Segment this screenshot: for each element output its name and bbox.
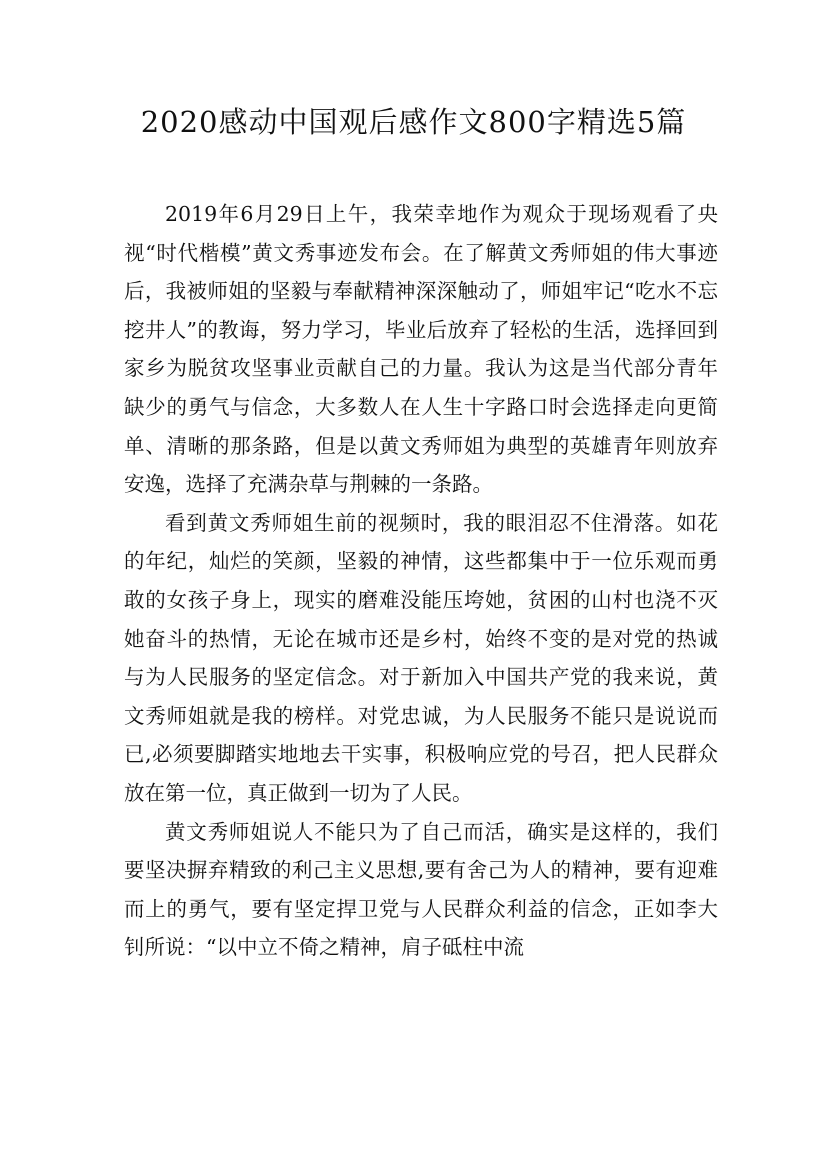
paragraph-1: 2019年6月29日上午，我荣幸地作为观众于现场观看了央视“时代楷模”黄文秀事迹发布会。在了解黄文秀师姐的伟大事迹后，我被师姐的坚毅与奉献精神深深触动了，师姐牢记“吃水不忘挖井人”的教诲，努力学习，毕业后放弃了轻松的生活，选择回到家乡为脱贫攻坚事业贡献自己的力量。我认为这是当代部分青年缺少的勇气与信念，大多数人在人生十字路口时会选择走向更简单、清晰的那条路，但是以黄文秀师姐为典型的英雄青年则放弃安逸，选择了充满杂草与荆棘的一条路。 <box>124 202 718 497</box>
document-body <box>124 195 718 967</box>
paragraph-3: 黄文秀师姐说人不能只为了自己而活，确实是这样的，我们要坚决摒弃精致的利己主义思想,要有舍己为人的精神，要有迎难而上的勇气，要有坚定捍卫党与人民群众利益的信念，正如李大钊所说：“以中立不倚之精神，肩子砥柱中流 <box>124 819 718 960</box>
document-title: 2020感动中国观后感作文800字精选5篇 <box>140 105 687 139</box>
paragraph-2: 看到黄文秀师姐生前的视频时，我的眼泪忍不住滑落。如花的年纪，灿烂的笑颜，坚毅的神情，这些都集中于一位乐观而勇敢的女孩子身上，现实的磨难没能压垮她，贫困的山村也浇不灭她奋斗的热情，无论在城市还是乡村，始终不变的是对党的热诚与为人民服务的坚定信念。对于新加入中国共产党的我来说，黄文秀师姐就是我的榜样。对党忠诚，为人民服务不能只是说说而已,必须要脚踏实地地去干实事，积极响应党的号召，把人民群众放在第一位，真正做到一切为了人民。 <box>124 510 718 805</box>
